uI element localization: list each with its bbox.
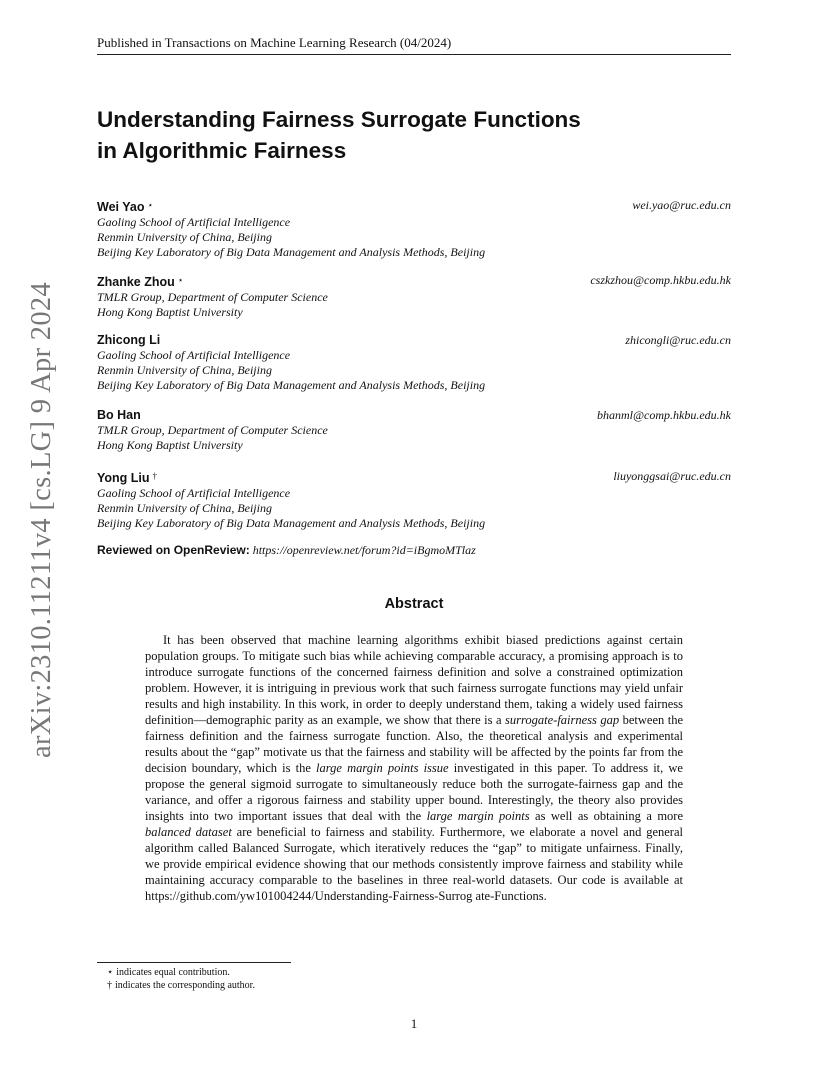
author-affiliation: TMLR Group, Department of Computer Science xyxy=(97,290,328,304)
author-affiliation: Beijing Key Laboratory of Big Data Management and Analysis Methods, Beijing xyxy=(97,245,486,259)
author-block-yong-liu xyxy=(97,469,731,531)
abstract-text: as well as obtaining a more xyxy=(529,809,683,823)
author-email[interactable]: liuyonggsai@ruc.edu.cn xyxy=(613,469,731,483)
openreview-label: Reviewed on OpenReview: xyxy=(97,543,250,557)
abstract-emphasis: surrogate-fairness gap xyxy=(505,713,620,727)
footnote-divider xyxy=(97,962,291,963)
author-affiliation: Renmin University of China, Beijing xyxy=(97,230,272,244)
abstract-emphasis: large margin points xyxy=(426,809,530,823)
footnote-text: indicates the corresponding author. xyxy=(115,980,255,991)
abstract-text: investigated in this paper. To address it, we propose the general sigmoid surrogate to simultaneously reduce both the surrogate-fairness gap and the variance, and offer a rigorous fairness and stability upper bound. Interestingly, the theory also provides insights into two important issues that deal with the xyxy=(145,761,683,823)
abstract-paragraph xyxy=(145,632,683,904)
equal-contribution-mark: ⋆ xyxy=(147,200,154,210)
abstract-emphasis: large margin points issue xyxy=(316,761,449,775)
author-email[interactable]: wei.yao@ruc.edu.cn xyxy=(632,198,731,212)
author-block-wei-yao xyxy=(97,198,731,260)
author-name: Zhicong Li xyxy=(97,333,161,347)
author-affiliation: Beijing Key Laboratory of Big Data Management and Analysis Methods, Beijing xyxy=(97,516,486,530)
author-email[interactable]: zhicongli@ruc.edu.cn xyxy=(625,333,731,347)
author-affiliation: Hong Kong Baptist University xyxy=(97,305,243,319)
author-email[interactable]: bhanml@comp.hkbu.edu.hk xyxy=(596,408,731,422)
author-affiliation: Renmin University of China, Beijing xyxy=(97,363,272,377)
author-affiliation: Gaoling School of Artificial Intelligence xyxy=(97,215,291,229)
equal-contribution-mark: ⋆ xyxy=(177,275,184,285)
arxiv-identifier[interactable]: arXiv:2310.11211v4 [cs.LG] 9 Apr 2024 xyxy=(26,281,57,759)
author-affiliation: Renmin University of China, Beijing xyxy=(97,501,272,515)
page-number: 1 xyxy=(410,1016,418,1031)
abstract-emphasis: balanced dataset xyxy=(145,825,232,839)
abstract-text: are beneficial to fairness and stability. Furthermore, we elaborate a novel and general algorithm called Balanced Surrogate, which iteratively reduces the “gap” to mitigate unfairness. Finally, we provide empirical evidence showing that our methods consistently improve fairness and stability while maintaining accuracy comparable to the baselines in three real-world datasets. Our code is available at https://github.com/yw101004244/Understanding-Fairness-Surrog ate-Functions. xyxy=(145,825,683,903)
author-name: Bo Han xyxy=(97,408,141,422)
author-affiliation: Gaoling School of Artificial Intelligence xyxy=(97,348,291,362)
abstract-text: between the fairness definition and the fairness surrogate function. Also, the theoretical analysis and experimental results about the “gap” motivate us that the fairness and stability will be affected by the points far from the decision boundary, which is the xyxy=(145,713,684,775)
footnote-corresponding-author xyxy=(107,979,255,992)
running-header: Published in Transactions on Machine Learning Research (04/2024) xyxy=(97,35,731,55)
footnote-symbol: † xyxy=(107,980,112,991)
author-name: Yong Liu xyxy=(97,471,150,485)
author-name: Wei Yao xyxy=(97,200,145,214)
author-email[interactable]: cszkzhou@comp.hkbu.edu.hk xyxy=(590,273,731,287)
author-affiliation: Hong Kong Baptist University xyxy=(97,438,243,452)
author-affiliation: Gaoling School of Artificial Intelligence xyxy=(97,486,291,500)
author-block-zhicong-li xyxy=(97,333,731,393)
paper-title xyxy=(97,104,731,166)
footnote-equal-contribution xyxy=(107,966,230,979)
abstract-heading: Abstract xyxy=(384,596,444,612)
openreview-link[interactable]: https://openreview.net/forum?id=iBgmoMTlaz xyxy=(252,543,476,557)
author-name: Zhanke Zhou xyxy=(97,275,175,289)
author-affiliation: TMLR Group, Department of Computer Science xyxy=(97,423,328,437)
corresponding-author-mark: † xyxy=(152,471,158,481)
author-block-bo-han xyxy=(97,408,731,453)
abstract-text: It has been observed that machine learning algorithms exhibit biased predictions against certain population groups. To mitigate such bias while achieving comparable accuracy, a promising approach is to introduce surrogate functions of the concerned fairness definition and solve a constrained optimization problem. However, it is intriguing in previous work that such fairness surrogate functions may yield unfair results and high instability. In this work, in order to deeply understand them, taking a widely used fairness definition—demographic parity as an example, we show that there is a xyxy=(145,633,683,727)
abstract-body xyxy=(145,632,683,904)
author-block-zhanke-zhou xyxy=(97,273,731,320)
title-line-2: in Algorithmic Fairness xyxy=(97,138,347,163)
openreview-line xyxy=(97,543,476,558)
title-line-1: Understanding Fairness Surrogate Functions xyxy=(97,107,581,132)
footnote-text: indicates equal contribution. xyxy=(116,967,230,978)
footnote-symbol: ⋆ xyxy=(107,967,114,978)
author-affiliation: Beijing Key Laboratory of Big Data Management and Analysis Methods, Beijing xyxy=(97,378,486,392)
